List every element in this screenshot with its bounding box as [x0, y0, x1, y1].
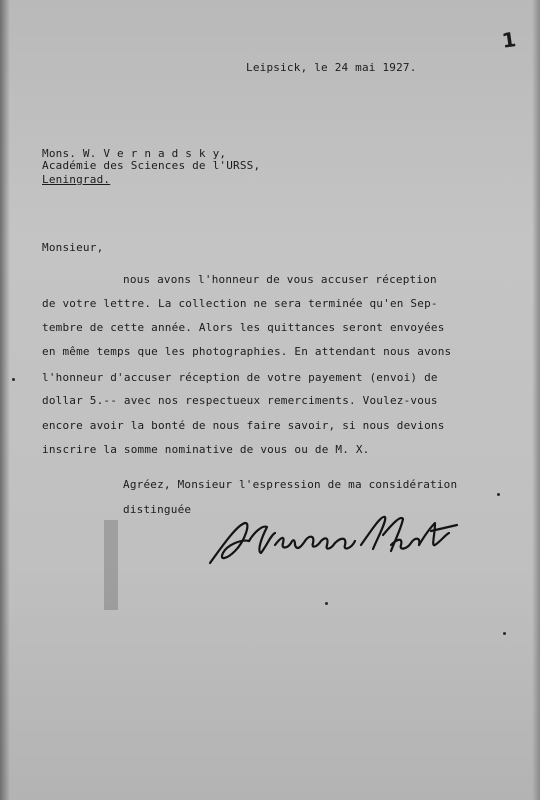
speck	[12, 378, 15, 381]
body-line: inscrire la somme nominative de vous ou de M. X.	[42, 443, 370, 456]
closing-line: Agréez, Monsieur l'espression de ma considération	[123, 478, 458, 491]
body-line: dollar 5.-- avec nos respectueux remerciments. Voulez-vous	[42, 394, 438, 407]
speck	[497, 493, 500, 496]
body-line: tembre de cette année. Alors les quittances seront envoyées	[42, 321, 445, 334]
body-line: l'honneur d'accuser réception de votre payement (envoi) de	[42, 371, 438, 384]
page-number: 1	[500, 27, 518, 53]
recipient-city: Leningrad.	[42, 173, 111, 186]
speck	[325, 602, 328, 605]
handwritten-signature	[205, 505, 470, 575]
body-line: nous avons l'honneur de vous accuser réception	[123, 273, 437, 286]
body-line: en même temps que les photographies. En attendant nous avons	[42, 345, 452, 358]
salutation: Monsieur,	[42, 241, 104, 254]
body-line: de votre lettre. La collection ne sera terminée qu'en Sep-	[42, 297, 438, 310]
speck	[503, 632, 506, 635]
recipient-name: Mons. W. V e r n a d s k y,	[42, 147, 227, 160]
body-line: encore avoir la bonté de nous faire savoir, si nous devions	[42, 419, 445, 432]
recipient-institution: Académie des Sciences de l'URSS,	[42, 159, 261, 172]
place-date: Leipsick, le 24 mai 1927.	[246, 61, 417, 74]
closing-line: distinguée	[123, 503, 192, 516]
bleed-through-mark	[104, 520, 118, 610]
